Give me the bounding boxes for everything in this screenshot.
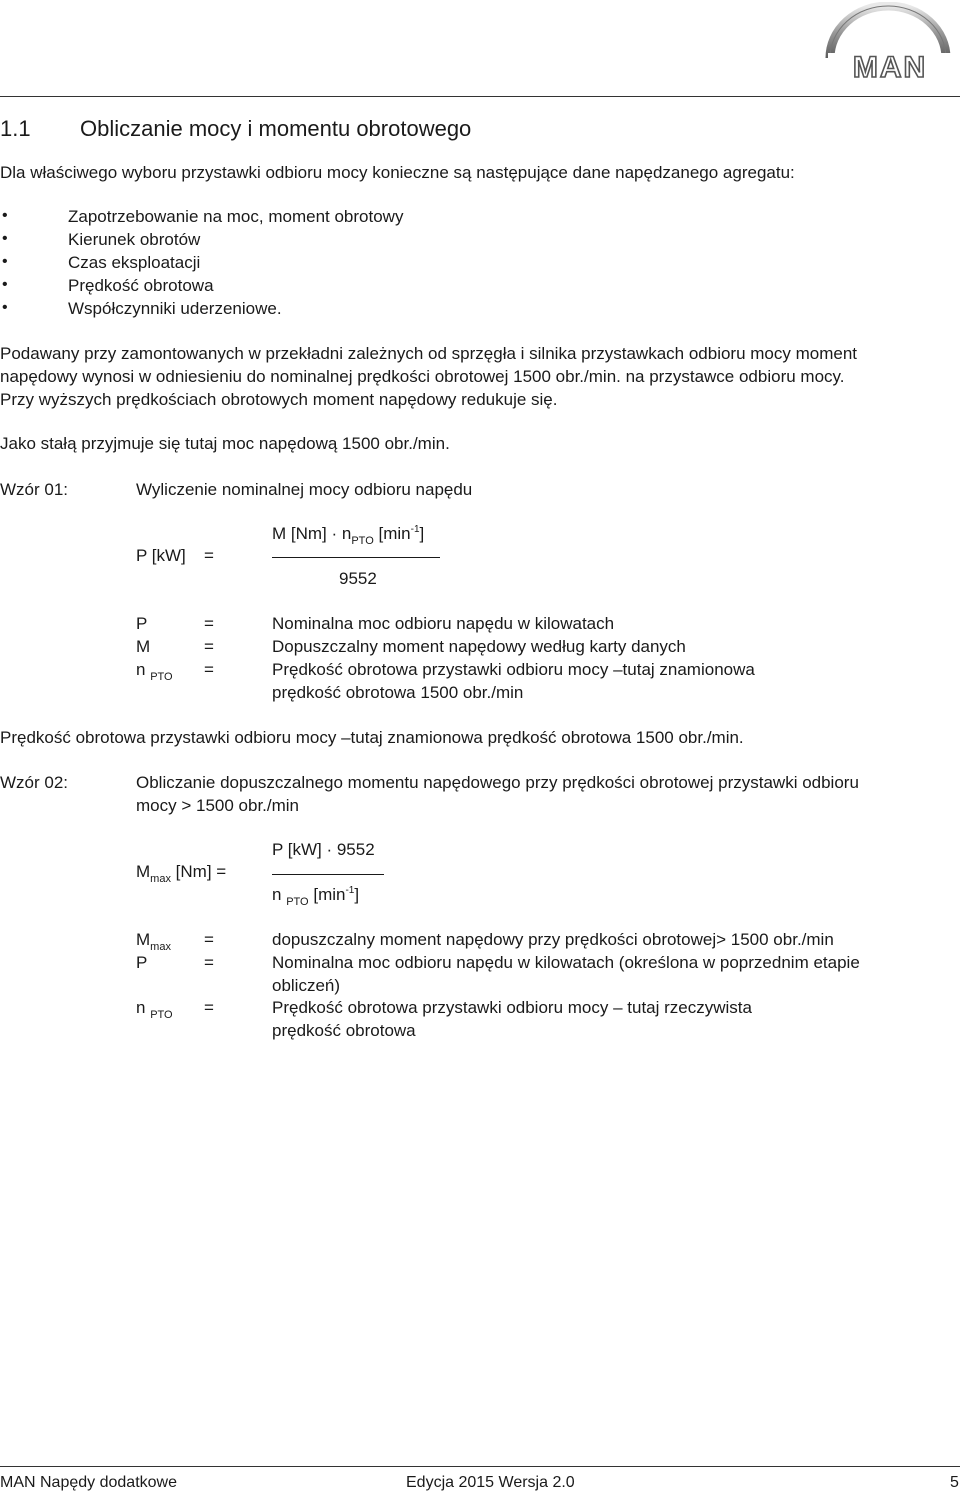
- legend-text: prędkość obrotowa: [272, 1021, 416, 1040]
- formula-denominator: [272, 885, 359, 908]
- paragraph-line: Przy wyższych prędkościach obrotowych moment napędowy redukuje się.: [0, 390, 558, 409]
- legend-equals: =: [204, 660, 214, 679]
- formula-label: Wzór 01:: [0, 480, 69, 499]
- formula-numerator: [272, 524, 424, 547]
- footer-edition: Edycja 2015 Wersja 2.0: [406, 1474, 575, 1491]
- legend-symbol: [136, 660, 173, 683]
- legend-symbol: P: [136, 953, 148, 972]
- legend-symbol: [136, 930, 171, 953]
- formula-equals: =: [204, 546, 214, 565]
- header-rule: [0, 96, 960, 97]
- symbol-m: M: [136, 930, 151, 949]
- lhs-part: M: [136, 862, 151, 881]
- intro-text: Dla właściwego wyboru przystawki odbioru mocy konieczne są następujące dane napędzanego agregatu:: [0, 163, 795, 182]
- superscript: -1: [345, 885, 355, 896]
- subscript-max: max: [150, 941, 171, 953]
- denominator-part: [min: [308, 885, 346, 904]
- bullet-marker: •: [2, 276, 8, 293]
- bullet-marker: •: [2, 253, 8, 270]
- subscript-pto: PTO: [150, 671, 173, 683]
- formula-numerator: P [kW] · 9552: [272, 840, 375, 859]
- legend-equals: =: [204, 614, 214, 633]
- footer-rule: [0, 1466, 960, 1467]
- numerator-part: M [Nm] · n: [272, 524, 352, 543]
- legend-equals: =: [204, 998, 214, 1017]
- subscript-pto: PTO: [286, 896, 309, 908]
- bullet-marker: •: [2, 299, 8, 316]
- numerator-part: [min: [373, 524, 411, 543]
- fraction-line: [272, 557, 440, 558]
- legend-text: Nominalna moc odbioru napędu w kilowatach: [272, 614, 615, 633]
- subscript-pto: PTO: [150, 1009, 173, 1021]
- superscript: -1: [410, 524, 420, 535]
- paragraph-nominal-speed: Prędkość obrotowa przystawki odbioru mocy –tutaj znamionowa prędkość obrotowa 1500 obr./min.: [0, 728, 744, 747]
- man-logo: [818, 2, 958, 84]
- list-item: Czas eksploatacji: [68, 253, 201, 272]
- page-number: 5: [950, 1474, 959, 1491]
- list-item: Prędkość obrotowa: [68, 276, 214, 295]
- paragraph-line: napędowy wynosi w odniesieniu do nominalnej prędkości obrotowej 1500 obr./min. na przystawce odbioru mocy.: [0, 367, 845, 386]
- lhs-part: [Nm] =: [170, 862, 227, 881]
- formula-description: Obliczanie dopuszczalnego momentu napędowego przy prędkości obrotowej przystawki odbioru: [136, 773, 859, 792]
- bullet-marker: •: [2, 230, 8, 247]
- legend-symbol: P: [136, 614, 148, 633]
- legend-text: dopuszczalny moment napędowy przy prędkości obrotowej> 1500 obr./min: [272, 930, 834, 949]
- subscript-pto: PTO: [351, 535, 374, 547]
- list-item: Zapotrzebowanie na moc, moment obrotowy: [68, 207, 404, 226]
- formula-description: Wyliczenie nominalnej mocy odbioru napędu: [136, 480, 473, 499]
- formula-lhs: [136, 862, 226, 885]
- denominator-part: ]: [354, 885, 360, 904]
- footer-title: MAN Napędy dodatkowe: [0, 1474, 177, 1491]
- list-item: Współczynniki uderzeniowe.: [68, 299, 282, 318]
- paragraph-constant-power: Jako stałą przyjmuje się tutaj moc napędową 1500 obr./min.: [0, 434, 450, 453]
- legend-text: Prędkość obrotowa przystawki odbioru mocy – tutaj rzeczywista: [272, 998, 752, 1017]
- denominator-part: n: [272, 885, 282, 904]
- legend-symbol: M: [136, 637, 151, 656]
- legend-equals: =: [204, 930, 214, 949]
- symbol-n: n: [136, 660, 146, 679]
- section-title: Obliczanie mocy i momentu obrotowego: [80, 116, 472, 141]
- section-number: 1.1: [0, 116, 31, 141]
- fraction-line: [272, 874, 384, 875]
- legend-equals: =: [204, 637, 214, 656]
- subscript-max: max: [150, 873, 171, 885]
- formula-description: mocy > 1500 obr./min: [136, 796, 300, 815]
- paragraph-line: Podawany przy zamontowanych w przekładni zależnych od sprzęgła i silnika przystawkach odbioru mocy moment: [0, 344, 858, 363]
- legend-text: obliczeń): [272, 976, 341, 995]
- formula-denominator: 9552: [339, 569, 377, 588]
- logo-text: MAN: [852, 51, 928, 84]
- list-item: Kierunek obrotów: [68, 230, 201, 249]
- legend-text: prędkość obrotowa 1500 obr./min: [272, 683, 524, 702]
- symbol-n: n: [136, 998, 146, 1017]
- legend-symbol: [136, 998, 173, 1021]
- legend-text: Nominalna moc odbioru napędu w kilowatach (określona w poprzednim etapie: [272, 953, 860, 972]
- bullet-marker: •: [2, 207, 8, 224]
- legend-text: Dopuszczalny moment napędowy według karty danych: [272, 637, 686, 656]
- numerator-part: ]: [419, 524, 425, 543]
- formula-lhs: P [kW]: [136, 546, 186, 565]
- legend-equals: =: [204, 953, 214, 972]
- legend-text: Prędkość obrotowa przystawki odbioru mocy –tutaj znamionowa: [272, 660, 755, 679]
- formula-label: Wzór 02:: [0, 773, 69, 792]
